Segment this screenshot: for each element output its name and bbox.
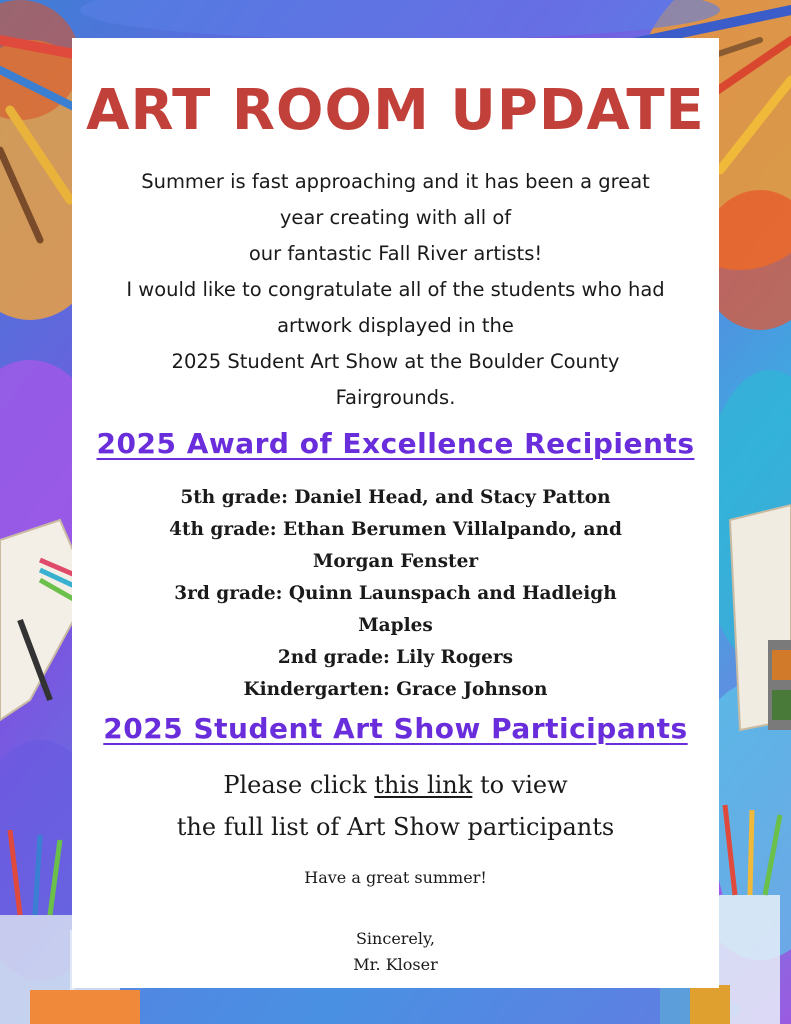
intro-line: Fairgrounds. <box>335 386 456 409</box>
intro-line: our fantastic Fall River artists! <box>248 242 543 265</box>
award-line: 3rd grade: Quinn Launspach and Hadleigh <box>174 583 617 604</box>
author-name: Mr. Kloser <box>353 955 438 974</box>
intro-line: artwork displayed in the <box>277 314 514 337</box>
award-line: Kindergarten: Grace Johnson <box>243 679 548 700</box>
this-link[interactable]: this link <box>374 771 473 799</box>
closing-greeting: Have a great summer! <box>304 868 487 887</box>
click-after-text: to view <box>479 771 568 799</box>
award-line: Maples <box>358 615 433 636</box>
art-bag-right-icon <box>730 505 791 730</box>
click-line-1 <box>0 764 791 806</box>
award-line: Morgan Fenster <box>312 551 479 572</box>
signature <box>0 926 791 978</box>
intro-line: I would like to congratulate all of the students who had <box>126 278 665 301</box>
award-line: 4th grade: Ethan Berumen Villalpando, and <box>169 519 622 540</box>
intro-paragraph <box>84 164 707 416</box>
award-recipients-list <box>120 482 671 706</box>
intro-line: 2025 Student Art Show at the Boulder County <box>171 350 620 373</box>
sign-off: Sincerely, <box>355 929 436 948</box>
click-line-2: the full list of Art Show participants <box>176 813 615 841</box>
intro-line: year creating with all of <box>279 206 512 229</box>
click-before-text: Please click <box>223 771 367 799</box>
participants-link-paragraph <box>0 764 791 848</box>
award-heading-link[interactable]: 2025 Award of Excellence Recipients <box>96 427 695 460</box>
award-line: 5th grade: Daniel Head, and Stacy Patton <box>180 487 611 508</box>
participants-heading-link[interactable]: 2025 Student Art Show Participants <box>103 712 688 745</box>
page-title: ART ROOM UPDATE <box>86 78 705 143</box>
award-line: 2nd grade: Lily Rogers <box>277 647 514 668</box>
intro-line: Summer is fast approaching and it has been a great <box>141 170 650 193</box>
